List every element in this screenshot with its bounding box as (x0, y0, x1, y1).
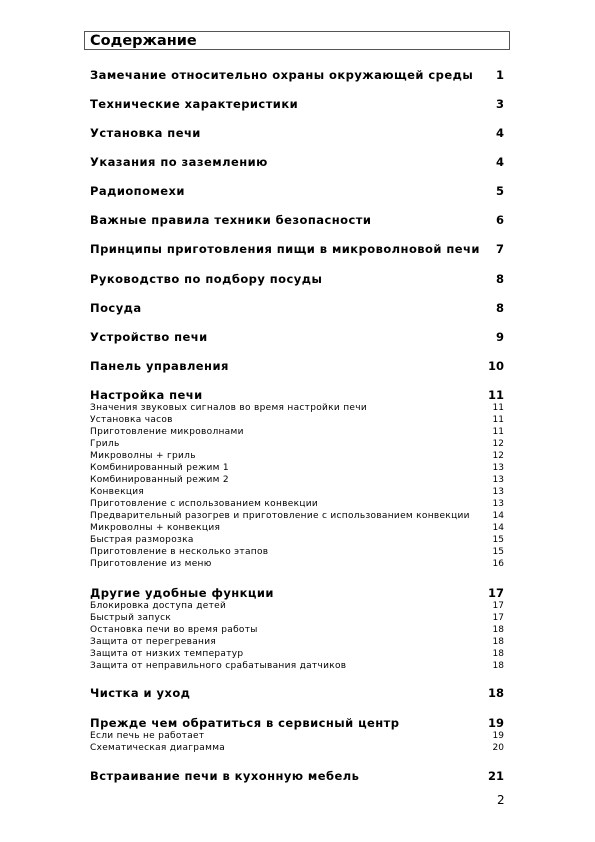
toc-subsection (90, 546, 504, 558)
toc-section-title: Принципы приготовления пищи в микроволновой печи (90, 242, 480, 256)
toc-section (90, 329, 504, 345)
toc-subsection-page: 17 (492, 613, 504, 623)
toc-section-page: 10 (487, 359, 504, 373)
toc-subsection-page: 20 (492, 743, 504, 753)
toc-subsection-page: 12 (492, 439, 504, 449)
toc-subsection-page: 11 (492, 403, 504, 413)
toc-subsection-page: 13 (492, 475, 504, 485)
toc-subsection (90, 600, 504, 612)
toc-subsection-page: 17 (492, 601, 504, 611)
toc-subsection-title: Предварительный разогрев и приготовление с использованием конвекции (90, 511, 470, 521)
toc-subsection-title: Приготовление в несколько этапов (90, 547, 269, 557)
toc-subsection-title: Схематическая диаграмма (90, 743, 226, 753)
toc-section-page: 1 (495, 68, 504, 82)
toc-subsection (90, 510, 504, 522)
toc-section-title: Чистка и уход (90, 686, 191, 700)
toc-title-box (84, 31, 510, 50)
toc-subsection-title: Защита от перегревания (90, 637, 217, 647)
toc-section-page: 21 (487, 769, 504, 783)
toc-subsection (90, 438, 504, 450)
toc-subsection (90, 660, 504, 672)
toc-section-page: 18 (487, 686, 504, 700)
toc-section-page: 5 (495, 184, 504, 198)
toc-section-page: 3 (495, 97, 504, 111)
toc-subsection-page: 18 (492, 661, 504, 671)
toc-subsection (90, 498, 504, 510)
toc-subsection-title: Микроволны + гриль (90, 451, 196, 461)
toc-section (90, 387, 504, 403)
toc-subsection-page: 16 (492, 559, 504, 569)
toc-section (90, 715, 504, 731)
page-title: Содержание (90, 33, 197, 49)
toc-subsection (90, 450, 504, 462)
toc-subsection-page: 14 (492, 523, 504, 533)
toc-section-title: Технические характеристики (90, 97, 299, 111)
toc-subsection-title: Если печь не работает (90, 731, 205, 741)
toc-subsection-title: Остановка печи во время работы (90, 625, 258, 635)
toc-subsection-title: Быстрый запуск (90, 613, 172, 623)
toc-subsection-page: 18 (492, 625, 504, 635)
toc-section-title: Установка печи (90, 126, 201, 140)
toc-section-page: 17 (487, 586, 504, 600)
toc-subsection-title: Комбинированный режим 2 (90, 475, 229, 485)
toc-section-title: Устройство печи (90, 330, 208, 344)
toc-subsection (90, 414, 504, 426)
toc-subsection (90, 636, 504, 648)
toc-section-page: 9 (495, 330, 504, 344)
toc-subsection (90, 402, 504, 414)
toc-section-page: 8 (495, 301, 504, 315)
toc-subsection-title: Приготовление микроволнами (90, 427, 244, 437)
toc-subsection (90, 426, 504, 438)
toc-subsection (90, 534, 504, 546)
toc-subsection-title: Защита от неправильного срабатывания датчиков (90, 661, 347, 671)
toc-subsection-page: 13 (492, 487, 504, 497)
toc-section (90, 125, 504, 141)
toc-section (90, 585, 504, 601)
toc-subsection (90, 486, 504, 498)
toc-section (90, 183, 504, 199)
toc-subsection-page: 12 (492, 451, 504, 461)
toc-section-title: Настройка печи (90, 388, 203, 402)
toc-subsection-title: Защита от низких температур (90, 649, 244, 659)
toc-subsection (90, 730, 504, 742)
toc-subsection-page: 11 (492, 427, 504, 437)
toc-section (90, 768, 504, 784)
toc-section-page: 4 (495, 155, 504, 169)
page-number: 2 (497, 793, 505, 807)
toc-subsection (90, 624, 504, 636)
toc-subsection-title: Микроволны + конвекция (90, 523, 221, 533)
toc-subsection (90, 742, 504, 754)
toc-section (90, 300, 504, 316)
toc-subsection (90, 462, 504, 474)
toc-section-page: 4 (495, 126, 504, 140)
toc-subsection-page: 13 (492, 463, 504, 473)
toc-section-title: Указания по заземлению (90, 155, 268, 169)
toc-section (90, 96, 504, 112)
toc-subsection-page: 11 (492, 415, 504, 425)
toc-section-page: 8 (495, 272, 504, 286)
toc-section-title: Руководство по подбору посуды (90, 272, 323, 286)
toc-subsection-title: Значения звуковых сигналов во время настройки печи (90, 403, 368, 413)
toc-section (90, 154, 504, 170)
toc-section-title: Встраивание печи в кухонную мебель (90, 769, 360, 783)
toc-section-title: Замечание относительно охраны окружающей среды (90, 68, 474, 82)
toc-subsection-page: 13 (492, 499, 504, 509)
toc-subsection-page: 18 (492, 649, 504, 659)
toc-subsection (90, 612, 504, 624)
toc-section-page: 6 (495, 213, 504, 227)
toc-subsection-title: Быстрая разморозка (90, 535, 194, 545)
toc-section (90, 685, 504, 701)
toc-section (90, 271, 504, 287)
toc-subsection-title: Установка часов (90, 415, 173, 425)
toc-section-title: Важные правила техники безопасности (90, 213, 372, 227)
toc-section (90, 241, 504, 257)
toc-subsection-page: 18 (492, 637, 504, 647)
toc-subsection-page: 14 (492, 511, 504, 521)
toc-subsection (90, 474, 504, 486)
toc-section-title: Радиопомехи (90, 184, 185, 198)
toc-subsection-title: Приготовление с использованием конвекции (90, 499, 319, 509)
toc-subsection-title: Блокировка доступа детей (90, 601, 227, 611)
toc-section-title: Панель управления (90, 359, 229, 373)
toc-subsection-page: 15 (492, 535, 504, 545)
toc-section-title: Прежде чем обратиться в сервисный центр (90, 716, 400, 730)
toc-subsection-title: Гриль (90, 439, 120, 449)
toc-section-page: 19 (487, 716, 504, 730)
toc-subsection-page: 15 (492, 547, 504, 557)
toc-section-title: Посуда (90, 301, 142, 315)
toc-subsection (90, 522, 504, 534)
toc-section-title: Другие удобные функции (90, 586, 274, 600)
toc-section (90, 67, 504, 83)
toc-section-page: 7 (495, 242, 504, 256)
toc-section (90, 358, 504, 374)
toc-subsection-page: 19 (492, 731, 504, 741)
toc-subsection-title: Комбинированный режим 1 (90, 463, 229, 473)
toc-subsection (90, 648, 504, 660)
toc-subsection (90, 558, 504, 570)
toc-section-page: 11 (487, 388, 504, 402)
toc-section (90, 212, 504, 228)
toc-subsection-title: Конвекция (90, 487, 145, 497)
toc-subsection-title: Приготовление из меню (90, 559, 212, 569)
